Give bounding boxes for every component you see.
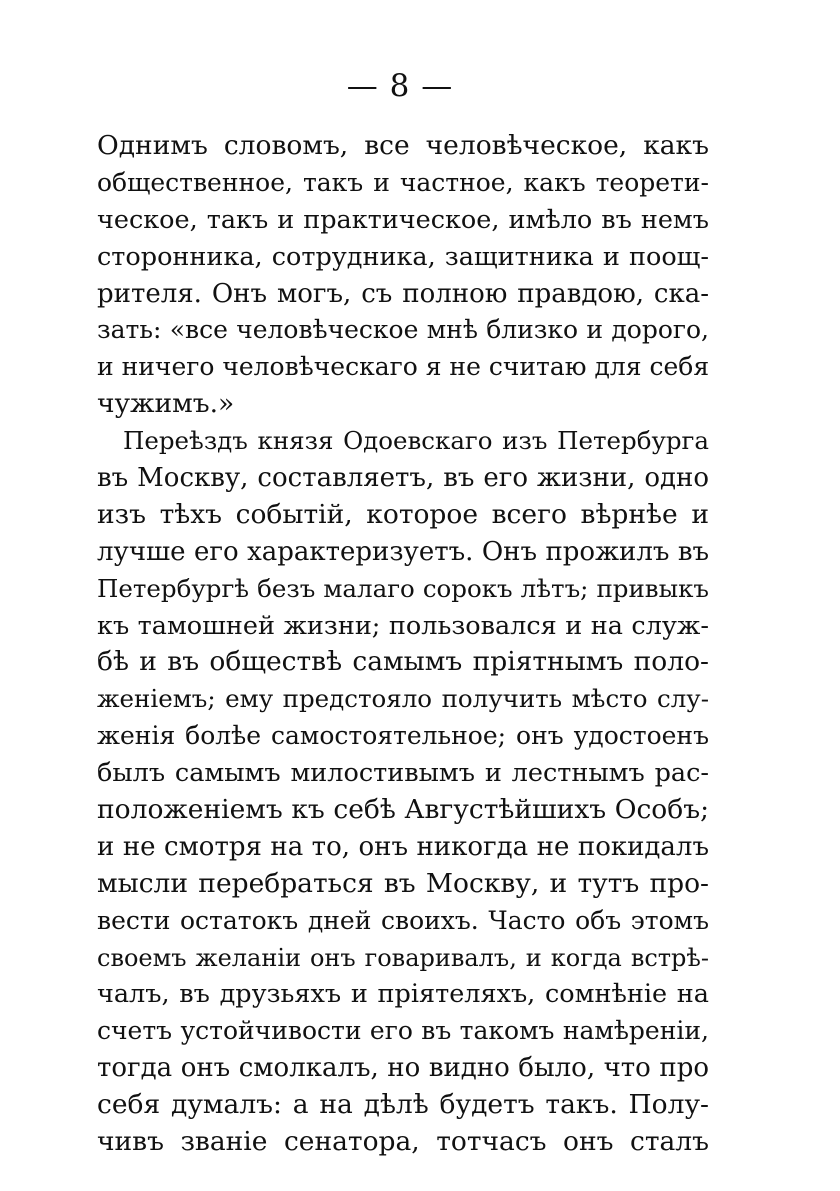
- text-line: тогда онъ смолкалъ, но видно было, что про: [97, 1053, 709, 1084]
- text-line: бѣ и въ обществѣ самымъ пріятнымъ поло-: [97, 646, 709, 678]
- text-line: зать: «все человѣческое мнѣ близко и дорого,: [97, 315, 709, 345]
- text-line: лучше его характеризуетъ. Онъ прожилъ въ: [97, 536, 709, 567]
- text-line: въ Москву, составляетъ, въ его жизни, одно: [97, 463, 709, 494]
- text-line: себя думалъ: а на дѣлѣ будетъ такъ. Полу-: [97, 1089, 709, 1121]
- text-line: сторонника, сотрудника, защитника и поощ-: [97, 241, 709, 272]
- text-line: общественное, такъ и частное, какъ теорети-: [97, 167, 709, 197]
- text-line: чужимъ.»: [97, 388, 235, 420]
- text-line: и не смотря на то, онъ никогда не покидалъ: [97, 831, 709, 862]
- text-line: къ тамошней жизни; пользовался и на служ-: [97, 610, 709, 641]
- text-line: изъ тѣхъ событій, которое всего вѣрнѣе и: [97, 498, 709, 530]
- text-line: чалъ, въ друзьяхъ и пріятеляхъ, сомнѣніе на: [97, 979, 709, 1010]
- text-line: и ничего человѣческаго я не считаю для себя: [97, 352, 709, 382]
- text-line: своемъ желаніи онъ говаривалъ, и когда встрѣ-: [97, 943, 709, 972]
- body-text: [97, 128, 709, 1161]
- text-line: чивъ званіе сенатора, тотчасъ онъ сталъ: [97, 1126, 709, 1158]
- text-line: рителя. Онъ могъ, съ полною правдою, ска-: [97, 278, 709, 309]
- text-line: былъ самымъ милостивымъ и лестнымъ рас-: [97, 758, 709, 789]
- text-line: ческое, такъ и практическое, имѣло въ немъ: [97, 204, 709, 235]
- text-line: вести остатокъ дней своихъ. Часто объ этомъ: [97, 905, 709, 935]
- text-line: мысли перебраться въ Москву, и тутъ про-: [97, 867, 709, 899]
- page-number: — 8 —: [346, 68, 454, 104]
- text-line: положеніемъ къ себѣ Августѣйшихъ Особъ;: [97, 794, 709, 826]
- text-line: женіемъ; ему предстояло получить мѣсто слу-: [97, 684, 709, 714]
- text-line: Однимъ словомъ, все человѣческое, какъ: [97, 130, 709, 161]
- text-line: Переѣздъ князя Одоевскаго изъ Петербурга: [123, 426, 709, 456]
- text-line: Петербургѣ безъ малаго сорокъ лѣтъ; привыкъ: [97, 573, 709, 603]
- text-line: счетъ устойчивости его въ такомъ намѣреніи,: [97, 1016, 709, 1046]
- text-line: женія болѣе самостоятельное; онъ удостоенъ: [97, 721, 709, 751]
